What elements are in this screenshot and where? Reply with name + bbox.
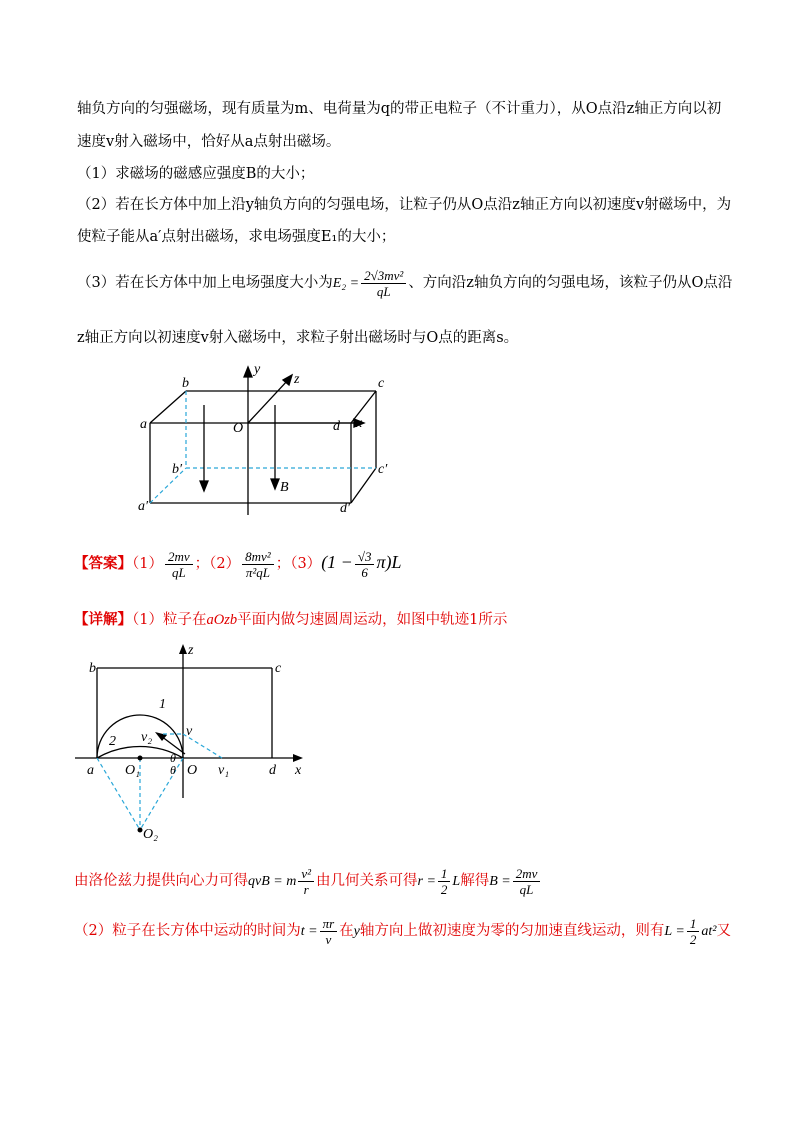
answer-3-denominator: 6 — [361, 564, 368, 580]
fig1-label-c: c — [378, 376, 385, 391]
answer-3-close: π)L — [376, 552, 402, 572]
sol2-frac1-num: πr — [320, 916, 338, 932]
fig1-label-B: B — [280, 480, 289, 495]
sol1-eq2b: L — [452, 874, 461, 889]
q3-prefix: （3）若在长方体中加上电场强度大小为 — [77, 275, 333, 291]
answer-part-3-label: （3） — [290, 556, 322, 572]
fig2-label-x: x — [295, 763, 302, 778]
cuboid-figure — [120, 355, 388, 520]
fig1-label-d-prime: d′ — [340, 501, 351, 516]
fig1-label-x: x — [356, 416, 363, 431]
q3-suffix: 、方向沿z轴负方向的匀强电场，该粒子仍从O点沿 — [408, 275, 733, 291]
fig1-label-y: y — [254, 362, 261, 377]
answer-line — [74, 542, 402, 584]
fig2-label-theta-1: θ — [170, 751, 176, 765]
q3-e2-label: E₂ = — [332, 276, 360, 291]
fig2-label-c: c — [275, 661, 282, 676]
problem-line-1: 轴负方向的匀强磁场，现有质量为m、电荷量为q的带正电粒子（不计重力），从O点沿z轴正方向以初 — [77, 101, 722, 117]
sol2-text-d: 又 — [716, 923, 731, 939]
trajectory-figure — [75, 638, 315, 853]
sol2-eq1: t = — [300, 924, 318, 939]
fig2-label-track-2: 2 — [109, 734, 116, 749]
sol2-frac2-den: 2 — [689, 931, 697, 947]
detail-intro — [74, 610, 507, 630]
fig2-label-O2: O₂ — [143, 827, 158, 842]
sol2-frac1-den: v — [325, 931, 332, 947]
sol1-text-c: 解得 — [460, 873, 490, 889]
sol2-text-b: 在 — [339, 923, 354, 939]
fig2-label-O: O — [187, 763, 198, 778]
answer-part-1-label: （1） — [132, 556, 163, 572]
sol1-frac1-num: v² — [298, 866, 314, 882]
sol1-frac1-den: r — [303, 881, 309, 897]
sol1-frac3-num: 2mv — [513, 866, 541, 882]
fig1-label-z: z — [294, 372, 300, 387]
fig2-label-track-1: 1 — [159, 697, 166, 712]
fig1-label-c-prime: c′ — [378, 462, 388, 477]
sol1-frac3-den: qL — [519, 881, 534, 897]
detail-plane: aOzb — [206, 612, 238, 628]
sol2-frac2-num: 1 — [687, 916, 700, 932]
answer-1-numerator: 2mv — [165, 549, 193, 565]
detail-intro-suffix: 平面内做匀速圆周运动，如图中轨迹1所示 — [237, 612, 508, 628]
detail-intro-prefix: （1）粒子在 — [132, 612, 207, 628]
fig2-label-z: z — [188, 643, 194, 658]
solution-line-1 — [74, 861, 542, 902]
sol1-eq3: B = — [489, 874, 511, 889]
answer-sep-2: ； — [275, 556, 291, 572]
sol1-frac2-num: 1 — [438, 866, 451, 882]
question-3-line-1 — [77, 263, 732, 304]
answer-1-denominator: qL — [171, 564, 186, 580]
answer-2-denominator: π²qL — [245, 564, 270, 580]
answer-part-2-label: （2） — [209, 556, 241, 572]
fig1-label-O: O — [233, 421, 244, 436]
fig2-label-d: d — [269, 763, 276, 778]
solution-line-2 — [74, 911, 731, 952]
q3-e2-numerator: 2√3mv² — [361, 268, 406, 284]
fig2-label-v: v — [186, 724, 193, 739]
sol2-text-c: 轴方向上做初速度为零的匀加速直线运动，则有 — [359, 923, 665, 939]
fig1-label-a-prime: a′ — [138, 499, 149, 514]
answer-sep-1: ； — [194, 556, 210, 572]
sol1-eq2: r = — [417, 874, 436, 889]
sol2-y: y — [353, 924, 360, 939]
fig2-label-v1: v₁ — [218, 763, 230, 778]
question-2-line-1: （2）若在长方体中加上沿y轴负方向的匀强电场，让粒子仍从O点沿z轴正方向以初速度v射磁场中，为 — [77, 197, 732, 213]
fig1-label-b-prime: b′ — [172, 462, 183, 477]
fig1-label-a: a — [140, 417, 147, 432]
sol1-frac2-den: 2 — [440, 881, 448, 897]
question-1: （1）求磁场的磁感应强度B的大小； — [77, 166, 315, 182]
fig2-label-a: a — [87, 763, 94, 778]
sol1-text-b: 由几何关系可得 — [316, 873, 418, 889]
question-2-line-2: 使粒子能从a′点射出磁场，求电场强度E₁的大小； — [77, 229, 396, 245]
sol2-text-a: （2）粒子在长方体中运动的时间为 — [74, 923, 301, 939]
fig2-label-b: b — [89, 661, 96, 676]
detail-tag: 【详解】 — [74, 611, 132, 628]
answer-3-open: (1 − — [321, 552, 353, 572]
answer-3-numerator: √3 — [355, 549, 375, 565]
fig1-label-d: d — [333, 419, 340, 434]
fig2-label-O1: O₁ — [125, 763, 140, 778]
fig2-label-v2: v₂ — [141, 730, 153, 745]
answer-tag: 【答案】 — [74, 555, 132, 572]
sol1-text-a: 由洛伦兹力提供向心力可得 — [74, 873, 248, 889]
sol2-eq2b: at² — [701, 924, 717, 939]
fig2-label-theta-2: θ — [170, 763, 176, 777]
q3-e2-denominator: qL — [376, 283, 391, 299]
fig1-label-b: b — [182, 376, 189, 391]
problem-line-2: 速度v射入磁场中，恰好从a点射出磁场。 — [77, 134, 341, 150]
sol2-eq2: L = — [664, 924, 685, 939]
answer-2-numerator: 8mv² — [242, 549, 274, 565]
sol1-eq1: qvB = m — [248, 874, 297, 889]
question-3-line-2: z轴正方向以初速度v射入磁场中，求粒子射出磁场时与O点的距离s。 — [77, 330, 519, 346]
